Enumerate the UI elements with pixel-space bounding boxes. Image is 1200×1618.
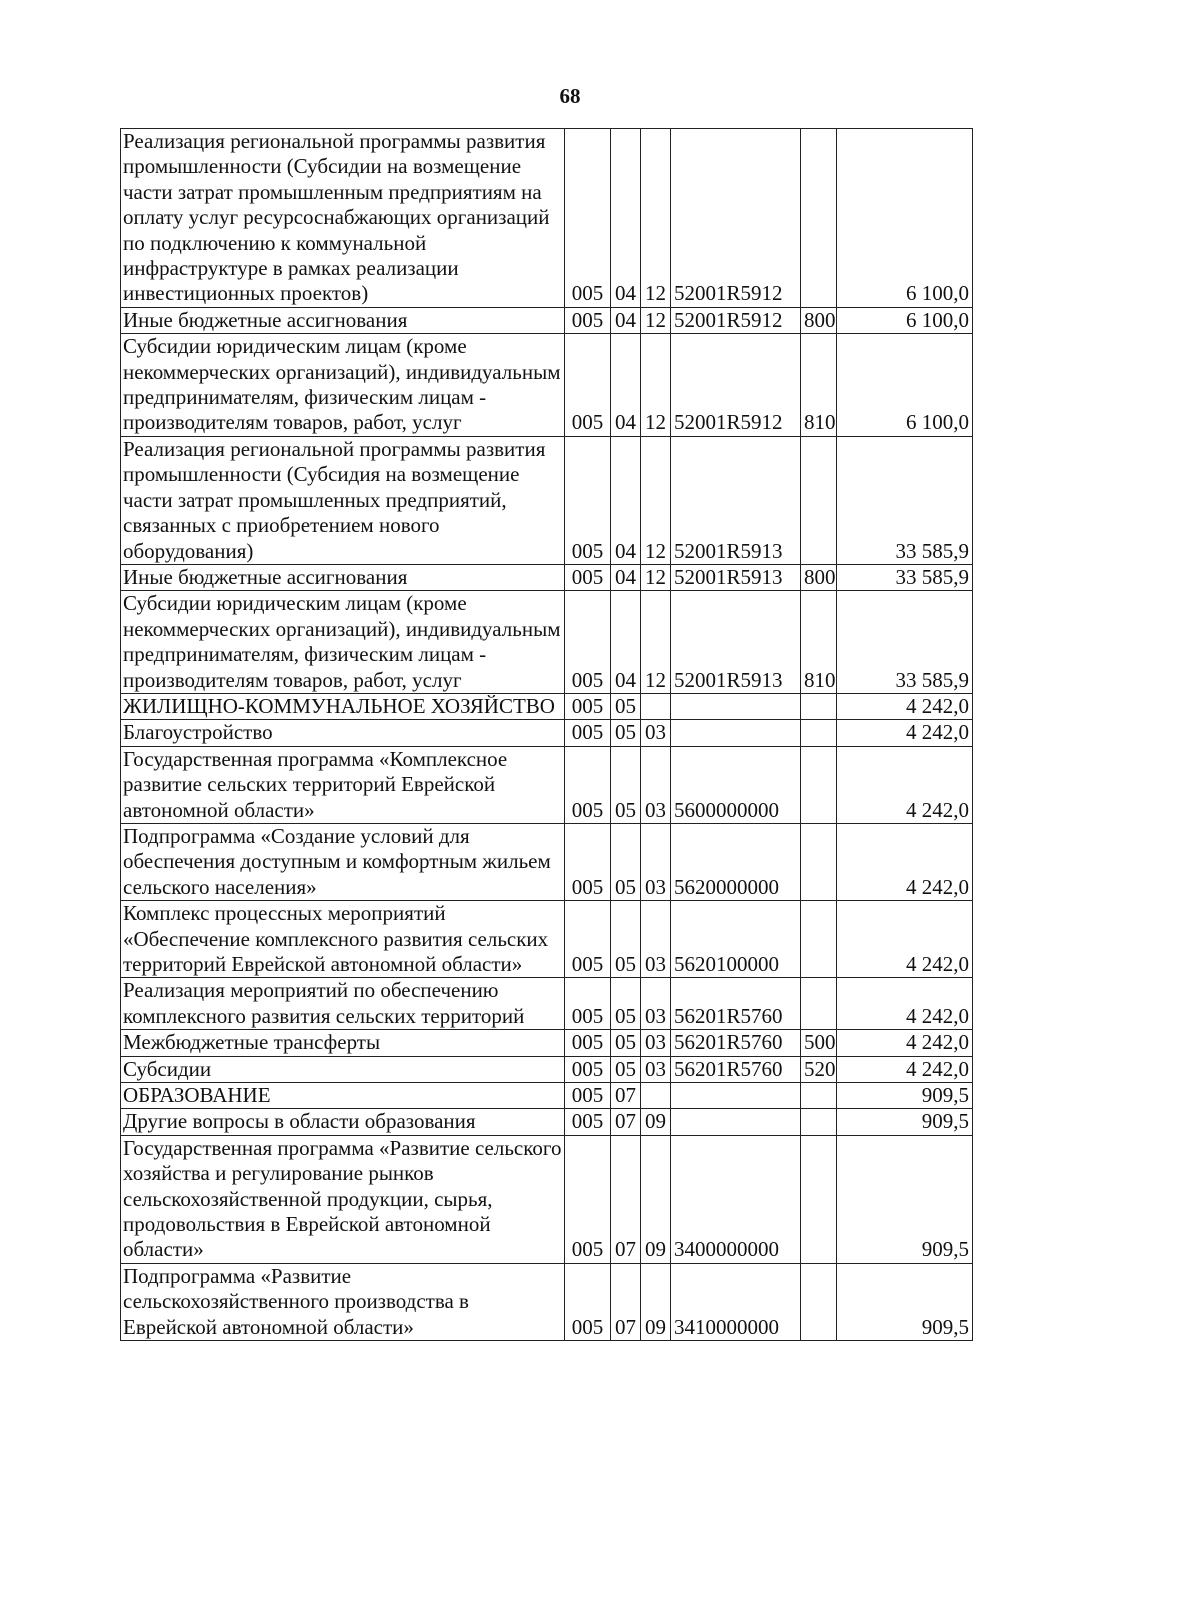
- ministry-code: 005: [565, 720, 611, 746]
- target-article-code: 52001R5912: [671, 334, 801, 437]
- section-code: 07: [611, 1109, 641, 1135]
- table-row: [121, 1083, 973, 1109]
- section-code: 04: [611, 334, 641, 437]
- target-article-code: [671, 1083, 801, 1109]
- ministry-code: 005: [565, 129, 611, 308]
- row-description: Государственная программа «Развитие сельского хозяйства и регулирование рынков сельскохозяйственной продукции, сырья, продовольствия в Еврейской автономной области»: [121, 1135, 565, 1263]
- amount: 33 585,9: [837, 436, 973, 564]
- section-code: 05: [611, 746, 641, 823]
- subsection-code: 12: [641, 591, 671, 694]
- row-description: Реализация мероприятий по обеспечению комплексного развития сельских территорий: [121, 978, 565, 1030]
- subsection-code: 09: [641, 1135, 671, 1263]
- subsection-code: 03: [641, 823, 671, 900]
- expense-type-code: 810: [801, 334, 837, 437]
- table-row: [121, 978, 973, 1030]
- target-article-code: 52001R5913: [671, 564, 801, 590]
- table-row: [121, 129, 973, 308]
- row-description: Межбюджетные трансферты: [121, 1030, 565, 1056]
- section-code: 05: [611, 720, 641, 746]
- row-description: Реализация региональной программы развития промышленности (Субсидии на возмещение части затрат промышленным предприятиям на оплату услуг ресурсоснабжающих организаций по подключению к коммунальной инфраструктуре в рамках реализации инвестиционных проектов): [121, 129, 565, 308]
- amount: 4 242,0: [837, 978, 973, 1030]
- table-row: [121, 1263, 973, 1340]
- amount: 6 100,0: [837, 307, 973, 333]
- ministry-code: 005: [565, 1030, 611, 1056]
- row-description: Подпрограмма «Создание условий для обеспечения доступным и комфортным жильем сельского населения»: [121, 823, 565, 900]
- table-row: [121, 1109, 973, 1135]
- expense-type-code: 810: [801, 591, 837, 694]
- subsection-code: 12: [641, 129, 671, 308]
- subsection-code: 03: [641, 1030, 671, 1056]
- row-description: Комплекс процессных мероприятий «Обеспечение комплексного развития сельских территорий Еврейской автономной области»: [121, 901, 565, 978]
- section-code: 04: [611, 564, 641, 590]
- amount: 4 242,0: [837, 693, 973, 719]
- subsection-code: 12: [641, 564, 671, 590]
- subsection-code: 03: [641, 746, 671, 823]
- subsection-code: 03: [641, 901, 671, 978]
- amount: 4 242,0: [837, 746, 973, 823]
- section-code: 04: [611, 436, 641, 564]
- table-body: [121, 129, 973, 1341]
- row-description: ЖИЛИЩНО-КОММУНАЛЬНОЕ ХОЗЯЙСТВО: [121, 693, 565, 719]
- ministry-code: 005: [565, 1083, 611, 1109]
- amount: 909,5: [837, 1135, 973, 1263]
- row-description: Благоустройство: [121, 720, 565, 746]
- table-row: [121, 1135, 973, 1263]
- section-code: 07: [611, 1263, 641, 1340]
- amount: 4 242,0: [837, 1030, 973, 1056]
- target-article-code: 5600000000: [671, 746, 801, 823]
- subsection-code: 03: [641, 720, 671, 746]
- target-article-code: 5620100000: [671, 901, 801, 978]
- expense-type-code: [801, 1263, 837, 1340]
- section-code: 05: [611, 1030, 641, 1056]
- subsection-code: [641, 693, 671, 719]
- section-code: 04: [611, 591, 641, 694]
- row-description: Субсидии юридическим лицам (кроме некоммерческих организаций), индивидуальным предпринимателям, физическим лицам - производителям товаров, работ, услуг: [121, 591, 565, 694]
- ministry-code: 005: [565, 978, 611, 1030]
- amount: 33 585,9: [837, 564, 973, 590]
- table-row: [121, 746, 973, 823]
- table-row: [121, 591, 973, 694]
- amount: 4 242,0: [837, 901, 973, 978]
- subsection-code: 03: [641, 1056, 671, 1082]
- ministry-code: 005: [565, 334, 611, 437]
- ministry-code: 005: [565, 1263, 611, 1340]
- expense-type-code: [801, 978, 837, 1030]
- target-article-code: 52001R5913: [671, 591, 801, 694]
- row-description: Государственная программа «Комплексное развитие сельских территорий Еврейской автономной области»: [121, 746, 565, 823]
- subsection-code: 03: [641, 978, 671, 1030]
- budget-table: [120, 128, 973, 1341]
- expense-type-code: [801, 823, 837, 900]
- subsection-code: 12: [641, 436, 671, 564]
- subsection-code: 09: [641, 1109, 671, 1135]
- target-article-code: [671, 693, 801, 719]
- expense-type-code: [801, 746, 837, 823]
- row-description: Субсидии: [121, 1056, 565, 1082]
- table-row: [121, 1056, 973, 1082]
- expense-type-code: [801, 436, 837, 564]
- expense-type-code: [801, 1083, 837, 1109]
- amount: 909,5: [837, 1083, 973, 1109]
- target-article-code: 56201R5760: [671, 1056, 801, 1082]
- amount: 909,5: [837, 1109, 973, 1135]
- target-article-code: 56201R5760: [671, 978, 801, 1030]
- ministry-code: 005: [565, 564, 611, 590]
- target-article-code: 5620000000: [671, 823, 801, 900]
- target-article-code: [671, 1109, 801, 1135]
- table-row: [121, 823, 973, 900]
- target-article-code: [671, 720, 801, 746]
- target-article-code: 52001R5912: [671, 307, 801, 333]
- section-code: 04: [611, 129, 641, 308]
- table-row: [121, 334, 973, 437]
- amount: 909,5: [837, 1263, 973, 1340]
- section-code: 05: [611, 901, 641, 978]
- section-code: 05: [611, 693, 641, 719]
- amount: 4 242,0: [837, 720, 973, 746]
- expense-type-code: [801, 720, 837, 746]
- section-code: 07: [611, 1083, 641, 1109]
- ministry-code: 005: [565, 901, 611, 978]
- amount: 33 585,9: [837, 591, 973, 694]
- expense-type-code: [801, 1109, 837, 1135]
- table-row: [121, 564, 973, 590]
- ministry-code: 005: [565, 436, 611, 564]
- expense-type-code: 800: [801, 307, 837, 333]
- row-description: Иные бюджетные ассигнования: [121, 564, 565, 590]
- table-row: [121, 693, 973, 719]
- ministry-code: 005: [565, 307, 611, 333]
- amount: 6 100,0: [837, 129, 973, 308]
- expense-type-code: 500: [801, 1030, 837, 1056]
- subsection-code: 12: [641, 307, 671, 333]
- subsection-code: 09: [641, 1263, 671, 1340]
- subsection-code: [641, 1083, 671, 1109]
- row-description: Другие вопросы в области образования: [121, 1109, 565, 1135]
- row-description: Иные бюджетные ассигнования: [121, 307, 565, 333]
- row-description: Реализация региональной программы развития промышленности (Субсидия на возмещение части затрат промышленных предприятий, связанных с приобретением нового оборудования): [121, 436, 565, 564]
- table-row: [121, 1030, 973, 1056]
- section-code: 05: [611, 823, 641, 900]
- section-code: 04: [611, 307, 641, 333]
- subsection-code: 12: [641, 334, 671, 437]
- amount: 6 100,0: [837, 334, 973, 437]
- target-article-code: 56201R5760: [671, 1030, 801, 1056]
- amount: 4 242,0: [837, 823, 973, 900]
- expense-type-code: [801, 901, 837, 978]
- row-description: Субсидии юридическим лицам (кроме некоммерческих организаций), индивидуальным предпринимателям, физическим лицам - производителям товаров, работ, услуг: [121, 334, 565, 437]
- expense-type-code: [801, 129, 837, 308]
- row-description: ОБРАЗОВАНИЕ: [121, 1083, 565, 1109]
- ministry-code: 005: [565, 1056, 611, 1082]
- expense-type-code: [801, 693, 837, 719]
- table-row: [121, 436, 973, 564]
- section-code: 05: [611, 1056, 641, 1082]
- amount: 4 242,0: [837, 1056, 973, 1082]
- table-row: [121, 307, 973, 333]
- expense-type-code: [801, 1135, 837, 1263]
- page-number: 68: [559, 84, 581, 108]
- ministry-code: 005: [565, 746, 611, 823]
- section-code: 05: [611, 978, 641, 1030]
- target-article-code: 3410000000: [671, 1263, 801, 1340]
- ministry-code: 005: [565, 1135, 611, 1263]
- target-article-code: 52001R5912: [671, 129, 801, 308]
- table-row: [121, 901, 973, 978]
- ministry-code: 005: [565, 1109, 611, 1135]
- ministry-code: 005: [565, 823, 611, 900]
- section-code: 07: [611, 1135, 641, 1263]
- expense-type-code: 520: [801, 1056, 837, 1082]
- table-row: [121, 720, 973, 746]
- expense-type-code: 800: [801, 564, 837, 590]
- target-article-code: 3400000000: [671, 1135, 801, 1263]
- ministry-code: 005: [565, 591, 611, 694]
- target-article-code: 52001R5913: [671, 436, 801, 564]
- ministry-code: 005: [565, 693, 611, 719]
- row-description: Подпрограмма «Развитие сельскохозяйственного производства в Еврейской автономной области»: [121, 1263, 565, 1340]
